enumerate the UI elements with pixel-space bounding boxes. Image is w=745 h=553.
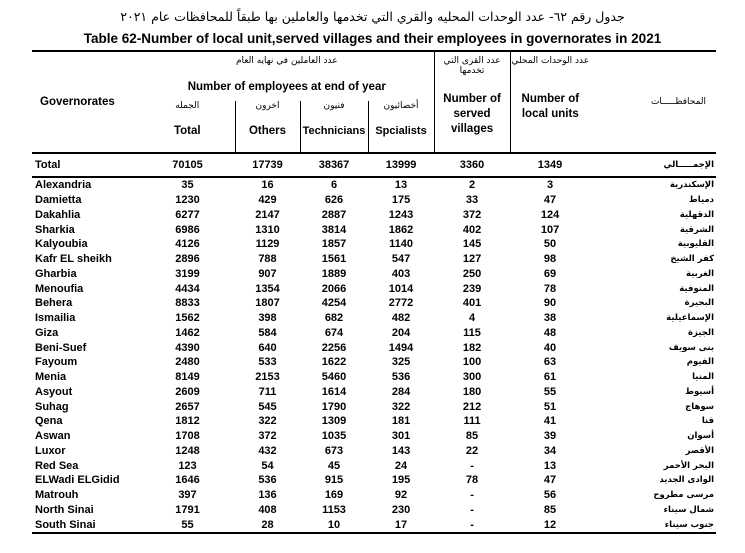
cell-units: 47 bbox=[543, 474, 557, 487]
total-total: 70105 bbox=[140, 153, 235, 177]
cell-specialists: 181 bbox=[391, 415, 411, 428]
header-specialists-ar: أخصائيون bbox=[383, 101, 419, 111]
cell-villages: 300 bbox=[462, 371, 482, 384]
cell-technicians: 673 bbox=[324, 444, 344, 457]
governorate-ar: البحر الأحمر bbox=[663, 460, 715, 471]
governorate-ar: الوادى الجديد bbox=[659, 475, 715, 486]
cell-specialists: 24 bbox=[394, 459, 408, 472]
governorate-en: Sharkia bbox=[35, 223, 75, 236]
header-technicians-ar: فنيون bbox=[323, 101, 345, 111]
cell-units: 13 bbox=[543, 459, 557, 472]
cell-units: 85 bbox=[543, 503, 557, 516]
total-technicians: 38367 bbox=[300, 153, 368, 177]
governorate-en: Kalyoubia bbox=[35, 238, 88, 251]
table-header bbox=[32, 51, 716, 153]
cell-units: 38 bbox=[543, 312, 557, 325]
cell-total: 2609 bbox=[175, 385, 200, 398]
cell-units: 51 bbox=[543, 400, 557, 413]
governorate-ar: أسيوط bbox=[685, 386, 715, 397]
cell-others: 2147 bbox=[255, 208, 280, 221]
cell-units: 47 bbox=[543, 194, 557, 207]
cell-others: 1354 bbox=[255, 282, 280, 295]
governorate-en: Asyout bbox=[35, 385, 73, 398]
governorate-en: Suhag bbox=[35, 400, 69, 413]
cell-total: 6986 bbox=[175, 223, 200, 236]
cell-others: 1310 bbox=[255, 223, 280, 236]
governorate-en: Giza bbox=[35, 326, 59, 339]
cell-villages: 401 bbox=[462, 297, 482, 310]
cell-others: 322 bbox=[258, 415, 277, 428]
cell-technicians: 1790 bbox=[321, 400, 347, 413]
governorate-en: Menia bbox=[35, 371, 67, 384]
cell-specialists: 1862 bbox=[388, 223, 414, 236]
cell-technicians: 2256 bbox=[321, 341, 347, 354]
cell-others: 1129 bbox=[255, 238, 280, 251]
table-row bbox=[32, 473, 716, 488]
cell-villages: - bbox=[470, 489, 474, 502]
table-row bbox=[32, 208, 716, 223]
table-row bbox=[32, 281, 716, 296]
cell-specialists: 230 bbox=[391, 503, 411, 516]
governorates-table bbox=[32, 50, 716, 534]
table-row bbox=[32, 385, 716, 400]
total-others: 17739 bbox=[235, 153, 300, 177]
governorate-en: Beni-Suef bbox=[35, 341, 87, 354]
governorate-ar: المنوفية bbox=[679, 283, 715, 294]
governorate-ar: دمياط bbox=[688, 195, 715, 206]
cell-units: 39 bbox=[543, 430, 557, 443]
cell-technicians: 169 bbox=[324, 489, 344, 502]
total-villages: 3360 bbox=[434, 153, 510, 177]
cell-specialists: 175 bbox=[391, 194, 411, 207]
table-row bbox=[32, 326, 716, 341]
cell-others: 584 bbox=[258, 326, 277, 339]
cell-total: 1812 bbox=[175, 415, 200, 428]
cell-villages: 2 bbox=[468, 179, 476, 192]
cell-technicians: 2887 bbox=[321, 208, 347, 221]
governorate-ar: كفر الشيخ bbox=[670, 254, 715, 265]
governorate-ar: قنا bbox=[701, 416, 715, 427]
cell-units: 56 bbox=[543, 489, 557, 502]
cell-technicians: 5460 bbox=[321, 371, 347, 384]
cell-technicians: 1035 bbox=[321, 430, 347, 443]
cell-villages: 250 bbox=[462, 267, 482, 280]
governorate-ar: المنيا bbox=[692, 372, 715, 383]
cell-technicians: 915 bbox=[324, 474, 344, 487]
governorate-ar: الغربية bbox=[686, 268, 715, 279]
cell-villages: 212 bbox=[462, 400, 482, 413]
total-units: 1349 bbox=[510, 153, 590, 177]
cell-units: 41 bbox=[543, 415, 557, 428]
governorate-ar: مرسى مطروح bbox=[653, 490, 715, 501]
cell-specialists: 301 bbox=[391, 430, 411, 443]
cell-villages: 100 bbox=[462, 356, 482, 369]
cell-units: 90 bbox=[543, 297, 557, 310]
table-row bbox=[32, 267, 716, 282]
governorate-en: Behera bbox=[35, 297, 73, 310]
governorate-ar: الفيوم bbox=[686, 357, 715, 368]
cell-villages: 145 bbox=[462, 238, 482, 251]
governorate-en: North Sinai bbox=[35, 503, 94, 516]
table-row bbox=[32, 193, 716, 208]
cell-others: 432 bbox=[258, 444, 277, 457]
cell-total: 2480 bbox=[175, 356, 200, 369]
cell-total: 2896 bbox=[175, 253, 200, 266]
governorate-en: Ismailia bbox=[35, 312, 76, 325]
cell-others: 533 bbox=[258, 356, 277, 369]
cell-units: 34 bbox=[543, 444, 557, 457]
cell-total: 6277 bbox=[175, 208, 200, 221]
cell-others: 640 bbox=[258, 341, 277, 354]
governorate-en: Red Sea bbox=[35, 459, 79, 472]
cell-others: 907 bbox=[258, 267, 277, 280]
cell-villages: 180 bbox=[462, 385, 482, 398]
cell-total: 4390 bbox=[175, 341, 200, 354]
cell-others: 28 bbox=[235, 517, 300, 533]
cell-villages: 78 bbox=[465, 474, 479, 487]
cell-specialists: 1494 bbox=[388, 341, 414, 354]
cell-specialists: 2772 bbox=[388, 297, 414, 310]
cell-specialists: 1140 bbox=[389, 238, 413, 251]
cell-total: 1791 bbox=[175, 503, 200, 516]
cell-others: 372 bbox=[258, 430, 277, 443]
cell-technicians: 2066 bbox=[321, 282, 347, 295]
cell-units: 3 bbox=[546, 179, 554, 192]
header-villages-ar: عدد القرى التي تخدمها bbox=[443, 56, 501, 76]
table-row bbox=[32, 517, 716, 533]
cell-technicians: 1889 bbox=[321, 267, 347, 280]
governorate-en: Qena bbox=[35, 415, 63, 428]
table-row bbox=[32, 311, 716, 326]
cell-total: 4126 bbox=[175, 238, 200, 251]
cell-others: 1807 bbox=[255, 297, 280, 310]
cell-technicians: 45 bbox=[327, 459, 341, 472]
cell-villages: - bbox=[470, 459, 474, 472]
cell-others: 788 bbox=[258, 253, 277, 266]
cell-total: 1462 bbox=[175, 326, 200, 339]
cell-specialists: 482 bbox=[391, 312, 411, 325]
cell-units: 124 bbox=[540, 208, 560, 221]
cell-villages: 372 bbox=[462, 208, 482, 221]
header-total-ar: الجمله bbox=[175, 101, 200, 111]
total-specialists: 13999 bbox=[368, 153, 434, 177]
cell-villages: 22 bbox=[465, 444, 479, 457]
cell-specialists: 143 bbox=[391, 444, 411, 457]
table-row bbox=[32, 177, 716, 193]
governorate-ar: الإسكندرية bbox=[669, 180, 715, 191]
governorate-ar: الأقصر bbox=[685, 445, 715, 456]
cell-specialists: 17 bbox=[368, 517, 434, 533]
cell-technicians: 1309 bbox=[321, 415, 347, 428]
cell-technicians: 682 bbox=[324, 312, 344, 325]
cell-total: 8833 bbox=[175, 297, 200, 310]
cell-specialists: 1243 bbox=[388, 208, 414, 221]
governorate-en: South Sinai bbox=[32, 517, 140, 533]
header-villages-en: Number of served villages bbox=[443, 93, 501, 135]
cell-units: 55 bbox=[543, 385, 557, 398]
cell-total: 35 bbox=[181, 179, 194, 192]
cell-villages: 111 bbox=[463, 415, 481, 428]
cell-others: 136 bbox=[258, 489, 277, 502]
total-label-en: Total bbox=[32, 153, 140, 177]
governorate-ar: الجيزة bbox=[688, 327, 715, 338]
cell-units: 48 bbox=[543, 326, 557, 339]
cell-total: 3199 bbox=[175, 267, 200, 280]
governorate-ar: جنوب سيناء bbox=[590, 517, 716, 533]
header-units-en: Number of local units bbox=[521, 93, 580, 120]
cell-specialists: 403 bbox=[391, 267, 411, 280]
cell-villages: - bbox=[470, 503, 474, 516]
governorate-en: Dakahlia bbox=[35, 208, 81, 221]
cell-units: 98 bbox=[543, 253, 557, 266]
governorate-ar: سوهاج bbox=[685, 401, 715, 412]
table-row bbox=[32, 399, 716, 414]
table-row bbox=[32, 296, 716, 311]
header-others-ar: اخرون bbox=[255, 101, 280, 111]
cell-others: 54 bbox=[261, 459, 274, 472]
cell-specialists: 204 bbox=[391, 326, 411, 339]
cell-specialists: 13 bbox=[394, 179, 408, 192]
cell-total: 1248 bbox=[175, 444, 200, 457]
table-row bbox=[32, 340, 716, 355]
cell-villages: 33 bbox=[465, 194, 479, 207]
table-row bbox=[32, 503, 716, 518]
table-row bbox=[32, 458, 716, 473]
cell-others: 408 bbox=[258, 503, 277, 516]
table-body bbox=[32, 153, 716, 533]
governorate-ar: شمال سيناء bbox=[663, 504, 715, 515]
governorate-en: Damietta bbox=[35, 194, 82, 207]
cell-specialists: 1014 bbox=[388, 282, 414, 295]
cell-technicians: 4254 bbox=[321, 297, 347, 310]
cell-villages: 239 bbox=[462, 282, 482, 295]
cell-specialists: 195 bbox=[391, 474, 411, 487]
cell-units: 78 bbox=[543, 282, 557, 295]
cell-others: 545 bbox=[258, 400, 277, 413]
governorate-ar: الإسماعيلية bbox=[666, 313, 715, 324]
cell-others: 16 bbox=[261, 179, 274, 192]
header-governorates-ar: المحافظـــــات bbox=[590, 51, 716, 153]
governorate-ar: الدقهلية bbox=[679, 209, 715, 220]
table-row bbox=[32, 355, 716, 370]
cell-units: 69 bbox=[543, 267, 557, 280]
table-row bbox=[32, 444, 716, 459]
cell-total: 4434 bbox=[175, 282, 200, 295]
cell-technicians: 3814 bbox=[321, 223, 347, 236]
cell-units: 61 bbox=[543, 371, 557, 384]
cell-total: 123 bbox=[178, 459, 197, 472]
cell-total: 8149 bbox=[175, 371, 200, 384]
cell-others: 429 bbox=[258, 194, 277, 207]
header-units-ar: عدد الوحدات المحلي bbox=[511, 56, 590, 66]
cell-total: 1646 bbox=[175, 474, 200, 487]
governorate-en: Gharbia bbox=[35, 267, 77, 280]
cell-specialists: 547 bbox=[391, 253, 411, 266]
cell-specialists: 325 bbox=[391, 356, 411, 369]
cell-villages: 4 bbox=[468, 312, 476, 325]
cell-villages: 115 bbox=[463, 326, 481, 339]
table-row bbox=[32, 414, 716, 429]
cell-specialists: 284 bbox=[391, 385, 411, 398]
header-technicians-en: Technicians bbox=[302, 125, 366, 137]
total-label-ar: الإجمـــــالي bbox=[590, 153, 716, 177]
cell-others: 536 bbox=[258, 474, 277, 487]
governorate-en: ELWadi ELGidid bbox=[35, 474, 120, 487]
cell-units: 50 bbox=[543, 238, 557, 251]
cell-villages: 402 bbox=[462, 223, 482, 236]
header-employees-en: Number of employees at end of year bbox=[187, 81, 386, 93]
cell-technicians: 1561 bbox=[321, 253, 347, 266]
governorate-en: Alexandria bbox=[35, 179, 92, 192]
cell-others: 2153 bbox=[255, 371, 280, 384]
table-title-english: Table 62-Number of local unit,served villages and their employees in governorates in 2021 bbox=[83, 31, 662, 46]
cell-technicians: 626 bbox=[324, 194, 344, 207]
cell-total: 1562 bbox=[175, 312, 200, 325]
table-row bbox=[32, 488, 716, 503]
table-row bbox=[32, 237, 716, 252]
table-row bbox=[32, 370, 716, 385]
cell-villages: - bbox=[434, 517, 510, 533]
cell-villages: 182 bbox=[462, 341, 482, 354]
cell-villages: 127 bbox=[462, 253, 482, 266]
cell-technicians: 1857 bbox=[321, 238, 347, 251]
header-employees-ar: عدد العاملين في نهايه العام bbox=[140, 51, 434, 81]
cell-specialists: 536 bbox=[391, 371, 411, 384]
governorate-ar: بنى سويف bbox=[668, 342, 715, 353]
governorate-en: Kafr EL sheikh bbox=[35, 253, 112, 266]
governorate-en: Fayoum bbox=[35, 356, 78, 369]
header-others-en: Others bbox=[248, 125, 287, 137]
cell-technicians: 1614 bbox=[321, 385, 347, 398]
cell-units: 40 bbox=[543, 341, 557, 354]
cell-total: 1708 bbox=[175, 430, 200, 443]
cell-others: 711 bbox=[258, 385, 277, 398]
total-row bbox=[32, 153, 716, 177]
cell-villages: 85 bbox=[465, 430, 479, 443]
table-row bbox=[32, 252, 716, 267]
cell-technicians: 6 bbox=[330, 179, 338, 192]
governorate-ar: البحيرة bbox=[684, 298, 715, 309]
table-row bbox=[32, 429, 716, 444]
cell-total: 55 bbox=[140, 517, 235, 533]
governorate-ar: القليوبية bbox=[677, 239, 715, 250]
header-governorates-en: Governorates bbox=[32, 51, 140, 153]
governorate-ar: أسوان bbox=[687, 431, 715, 442]
cell-total: 2657 bbox=[175, 400, 200, 413]
cell-technicians: 1622 bbox=[321, 356, 347, 369]
cell-units: 107 bbox=[540, 223, 560, 236]
cell-units: 12 bbox=[510, 517, 590, 533]
governorate-en: Aswan bbox=[35, 430, 71, 443]
cell-technicians: 10 bbox=[300, 517, 368, 533]
table-row bbox=[32, 222, 716, 237]
table-title-arabic: جدول رقم ٦٢- عدد الوحدات المحليه والقري التي تخدمها والعاملين بها طبقاً للمحافظات عام ٢٠٢١ bbox=[120, 9, 625, 24]
cell-total: 397 bbox=[178, 489, 197, 502]
cell-units: 63 bbox=[543, 356, 557, 369]
header-specialists-en: Spcialists bbox=[375, 125, 427, 137]
cell-specialists: 92 bbox=[394, 489, 408, 502]
governorate-en: Luxor bbox=[35, 444, 66, 457]
cell-technicians: 1153 bbox=[322, 503, 346, 516]
cell-total: 1230 bbox=[175, 194, 200, 207]
cell-others: 398 bbox=[258, 312, 277, 325]
governorate-ar: الشرقية bbox=[679, 224, 715, 235]
governorate-en: Matrouh bbox=[35, 489, 79, 502]
header-total-en: Total bbox=[173, 125, 201, 137]
cell-specialists: 322 bbox=[391, 400, 411, 413]
cell-technicians: 674 bbox=[324, 326, 344, 339]
governorate-en: Menoufia bbox=[35, 282, 84, 295]
